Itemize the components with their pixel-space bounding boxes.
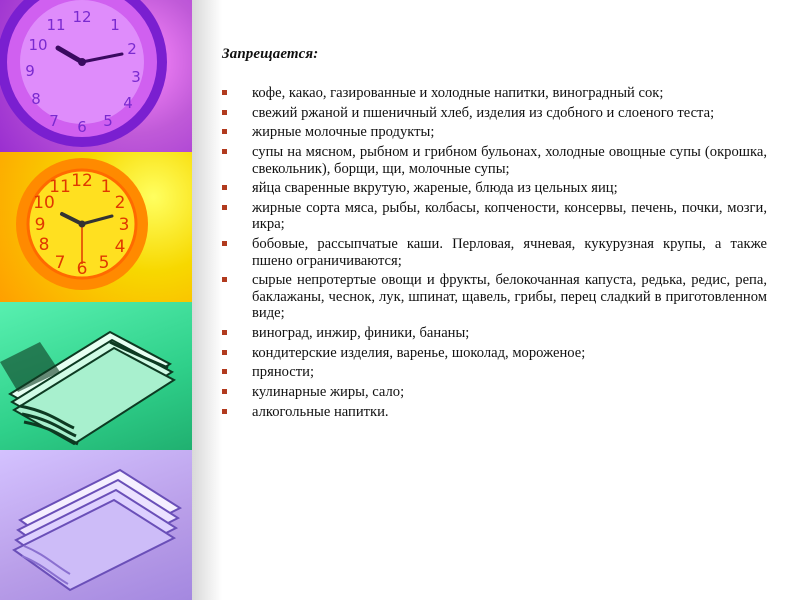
clock-number: 8 (31, 90, 41, 108)
list-item (222, 345, 767, 362)
bullet-icon (222, 409, 227, 414)
bullet-icon (222, 90, 227, 95)
clock-number: 6 (77, 118, 87, 136)
forbidden-list (222, 85, 767, 420)
list-item (222, 124, 767, 141)
list-item-text: алкогольные напитки. (252, 403, 389, 420)
list-item (222, 272, 767, 322)
clock-number: 6 (76, 259, 88, 279)
bullet-icon (222, 110, 227, 115)
bullet-icon (222, 350, 227, 355)
clock-number: 1 (100, 177, 112, 197)
bullet-icon (222, 205, 227, 210)
lavender-papers-panel (0, 450, 192, 600)
bullet-icon (222, 129, 227, 134)
clock-number: 3 (131, 68, 141, 86)
clock-number: 11 (49, 177, 71, 197)
clock-number: 7 (49, 112, 59, 130)
clock-number: 4 (123, 94, 133, 112)
bullet-icon (222, 369, 227, 374)
list-item-text: кулинарные жиры, сало; (252, 384, 405, 401)
clock-number: 11 (46, 16, 66, 34)
bullet-icon (222, 149, 227, 154)
list-item (222, 364, 767, 381)
bullet-icon (222, 185, 227, 190)
list-item (222, 404, 767, 421)
green-papers-panel (0, 302, 192, 450)
list-item-text: супы на мясном, рыбном и грибном бульонах, холодные овощные супы (окрошка, свекольник), борщи, щи, молочные супы; (252, 144, 767, 177)
list-item-text: яйца сваренные вкрутую, жареные, блюда из цельных яиц; (252, 180, 618, 197)
clock-number: 9 (34, 215, 46, 235)
clock-number: 4 (114, 237, 126, 257)
clock-number: 5 (98, 253, 110, 273)
paper-stack-icon (0, 302, 192, 450)
content-area (222, 46, 767, 423)
list-item (222, 384, 767, 401)
clock-number: 10 (28, 36, 48, 54)
list-item-text: свежий ржаной и пшеничный хлеб, изделия из сдобного и слоеного теста; (252, 104, 715, 121)
list-item (222, 325, 767, 342)
list-item (222, 144, 767, 177)
clock-number: 7 (54, 253, 66, 273)
list-item (222, 200, 767, 233)
list-item-text: пряности; (252, 364, 315, 381)
clock-number: 1 (110, 16, 120, 34)
sidebar-fade-edge (192, 0, 222, 600)
list-item (222, 180, 767, 197)
clock-number: 8 (38, 235, 50, 255)
list-item-text: жирные молочные продукты; (252, 124, 435, 141)
bullet-icon (222, 241, 227, 246)
list-item-text: бобовые, рассыпчатые каши. Перловая, ячневая, кукурузная крупы, а также пшено ограничиваются; (252, 236, 767, 269)
clock-number: 2 (127, 40, 137, 58)
list-item-text: кондитерские изделия, варенье, шоколад, мороженое; (252, 344, 586, 361)
clock-number: 9 (25, 62, 35, 80)
clock-icon (0, 152, 192, 302)
clock-number: 12 (72, 8, 92, 26)
list-item (222, 105, 767, 122)
orange-clock-panel (0, 152, 192, 302)
list-item-text: жирные сорта мяса, рыбы, колбасы, копчености, консервы, печень, почки, мозги, икра; (252, 199, 767, 233)
purple-clock-panel (0, 0, 192, 152)
bullet-icon (222, 277, 227, 282)
clock-number: 3 (118, 215, 130, 235)
list-item (222, 236, 767, 269)
clock-number: 5 (103, 112, 113, 130)
clock-number: 12 (71, 171, 93, 191)
list-item (222, 85, 767, 102)
page-title: Запрещается: (222, 46, 319, 62)
clock-icon (0, 0, 192, 152)
bullet-icon (222, 389, 227, 394)
list-item-text: сырые непротертые овощи и фрукты, белокочанная капуста, редька, редис, репа, баклажаны, чеснок, лук, шпинат, щавель, грибы, перец сладкий в приготовленном виде; (252, 272, 767, 322)
paper-stack-icon (0, 450, 192, 600)
bullet-icon (222, 330, 227, 335)
list-item-text: виноград, инжир, финики, бананы; (252, 325, 470, 341)
decorative-sidebar (0, 0, 192, 600)
clock-number: 10 (33, 193, 55, 213)
list-item-text: кофе, какао, газированные и холодные напитки, виноградный сок; (252, 85, 664, 101)
clock-number: 2 (114, 193, 126, 213)
